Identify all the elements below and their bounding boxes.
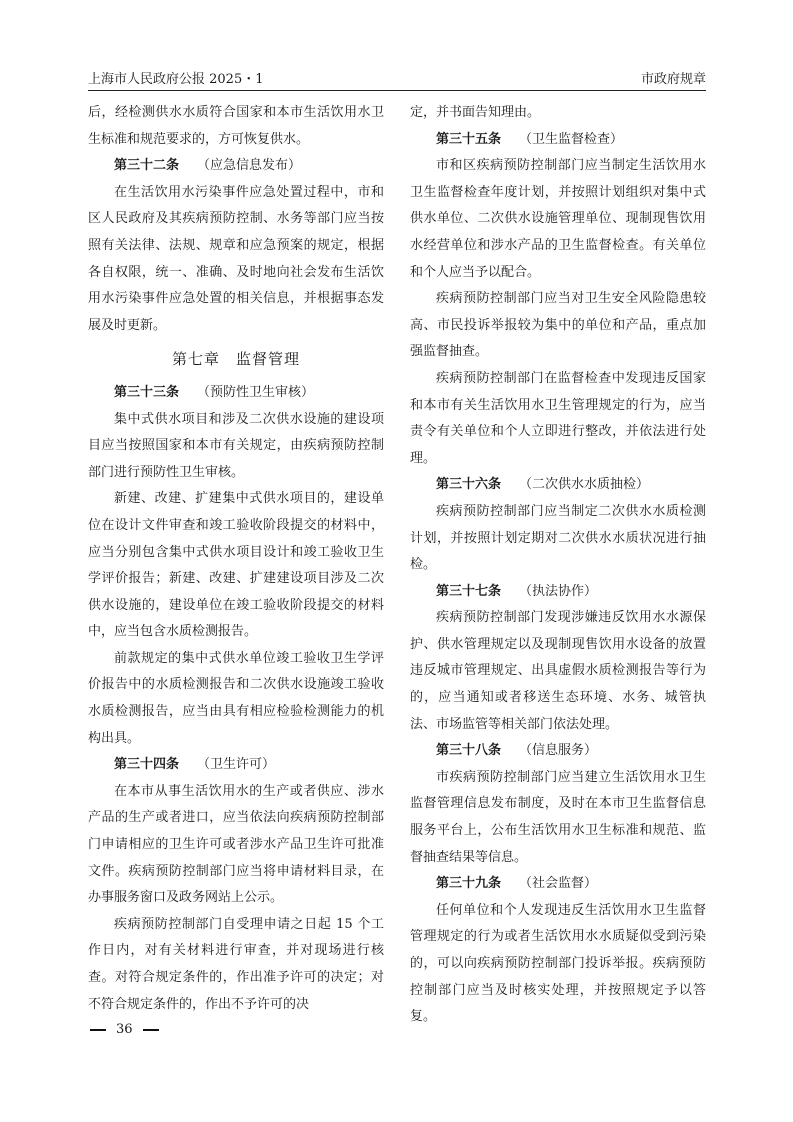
page-number: 36	[116, 1022, 133, 1037]
article-33-paragraph-1: 集中式供水项目和涉及二次供水设施的建设项目应当按照国家和本市有关规定，由疾病预防控制部门进行预防性卫生审核。	[88, 411, 384, 480]
article-33-paragraph-3: 前款规定的集中式供水单位竣工验收卫生学评价报告中的水质检测报告和二次供水设施竣工验收水质检测报告，应当由具有相应检验检测能力的机构出具。	[88, 650, 384, 746]
article-33-paragraph-2: 新建、改建、扩建集中式供水项目的，建设单位在设计文件审查和竣工验收阶段提交的材料中，应当分别包含集中式供水项目设计和竣工验收卫生学评价报告；新建、改建、扩建建设项目涉及二次供水设施的，建设单位在竣工验收阶段提交的材料中，应当包含水质检测报告。	[88, 491, 384, 640]
article-topic: （执法协作）	[519, 583, 598, 599]
footer-dash-left	[90, 1029, 106, 1031]
article-34-paragraph-2: 疾病预防控制部门自受理申请之日起 15 个工作日内，对有关材料进行审查，并对现场进行核查。对符合规定条件的，作出准予许可的决定；对不符合规定条件的，作出不予许可的决	[88, 916, 384, 1012]
header-rule	[88, 90, 706, 91]
footer-dash-right	[143, 1029, 159, 1031]
article-number: 第三十八条	[436, 743, 502, 759]
left-column	[88, 100, 384, 1018]
article-number: 第三十五条	[436, 131, 502, 147]
article-39-heading	[410, 871, 706, 898]
article-35-paragraph-2: 疾病预防控制部门应当对卫生安全风险隐患较高、市民投诉举报较为集中的单位和产品，重点加强监督抽查。	[410, 291, 706, 360]
right-column	[410, 100, 706, 1031]
article-topic: （应急信息发布）	[197, 158, 302, 174]
article-34-heading	[88, 752, 384, 779]
article-35-paragraph-3: 疾病预防控制部门在监督检查中发现违反国家和本市有关生活饮用水卫生管理规定的行为，应当责令有关单位和个人立即进行整改，并依法进行处理。	[410, 370, 706, 466]
article-topic: （卫生监督检查）	[519, 131, 624, 147]
article-number: 第三十九条	[436, 876, 502, 892]
article-topic: （卫生许可）	[197, 757, 276, 773]
article-36-paragraph: 疾病预防控制部门应当制定二次供水水质检测计划，并按照计划定期对二次供水水质状况进行抽检。	[410, 503, 706, 573]
article-topic: （社会监督）	[519, 876, 598, 892]
article-33-heading	[88, 380, 384, 407]
article-38-paragraph: 市疾病预防控制部门应当建立生活饮用水卫生监督管理信息发布制度，及时在本市卫生监督信息服务平台上，公布生活饮用水卫生标准和规范、监督抽查结果等信息。	[410, 769, 706, 865]
article-number: 第三十七条	[436, 583, 502, 599]
article-topic: （信息服务）	[519, 743, 598, 759]
article-number: 第三十三条	[114, 384, 180, 400]
paragraph-continued: 定，并书面告知理由。	[410, 105, 541, 120]
section-title: 市政府规章	[640, 72, 706, 87]
article-35-heading	[410, 127, 706, 154]
article-35-paragraph-1: 市和区疾病预防控制部门应当制定生活饮用水卫生监督检查年度计划，并按照计划组织对集中式供水单位、二次供水设施管理单位、现制现售饮用水经营单位和涉水产品的卫生监督检查。有关单位和个人应当予以配合。	[410, 158, 706, 280]
article-number: 第三十四条	[114, 757, 180, 773]
publication-title: 上海市人民政府公报 2025・1	[88, 72, 264, 87]
article-38-heading	[410, 738, 706, 765]
article-number: 第三十六条	[436, 477, 502, 493]
article-37-paragraph: 疾病预防控制部门发现涉嫌违反饮用水水源保护、供水管理规定以及现制现售饮用水设备的放置违反城市管理规定、出具虚假水质检测报告等行为的，应当通知或者移送生态环境、水务、城管执法、市场监管等相关部门依法处理。	[410, 610, 706, 732]
article-topic: （预防性卫生审核）	[197, 384, 315, 400]
running-header	[88, 64, 706, 90]
article-number: 第三十二条	[114, 158, 180, 174]
paragraph-continued: 后，经检测供水水质符合国家和本市生活饮用水卫生标准和规范要求的，方可恢复供水。	[88, 105, 384, 147]
article-topic: （二次供水水质抽检）	[519, 477, 650, 493]
article-32-heading	[88, 153, 384, 180]
article-39-paragraph: 任何单位和个人发现违反生活饮用水卫生监督管理规定的行为或者生活饮用水水质疑似受到污染的，可以向疾病预防控制部门投诉举报。疾病预防控制部门应当及时核实处理，并按照规定予以答复。	[410, 902, 706, 1025]
chapter-heading: 第七章 监督管理	[171, 350, 300, 369]
article-37-heading	[410, 579, 706, 606]
article-32-paragraph: 在生活饮用水污染事件应急处置过程中，市和区人民政府及其疾病预防控制、水务等部门应当按照有关法律、法规、规章和应急预案的规定，根据各自权限，统一、准确、及时地向社会发布生活饮用水污染事件应急处置的相关信息，并根据事态发展及时更新。	[88, 184, 384, 333]
article-36-heading	[410, 472, 706, 499]
page-footer	[90, 1022, 159, 1037]
article-34-paragraph-1: 在本市从事生活饮用水的生产或者供应、涉水产品的生产或者进口，应当依法向疾病预防控制部门申请相应的卫生许可或者涉水产品卫生许可批准文件。疾病预防控制部门应当将申请材料目录，在办事服务窗口及政务网站上公示。	[88, 783, 384, 906]
